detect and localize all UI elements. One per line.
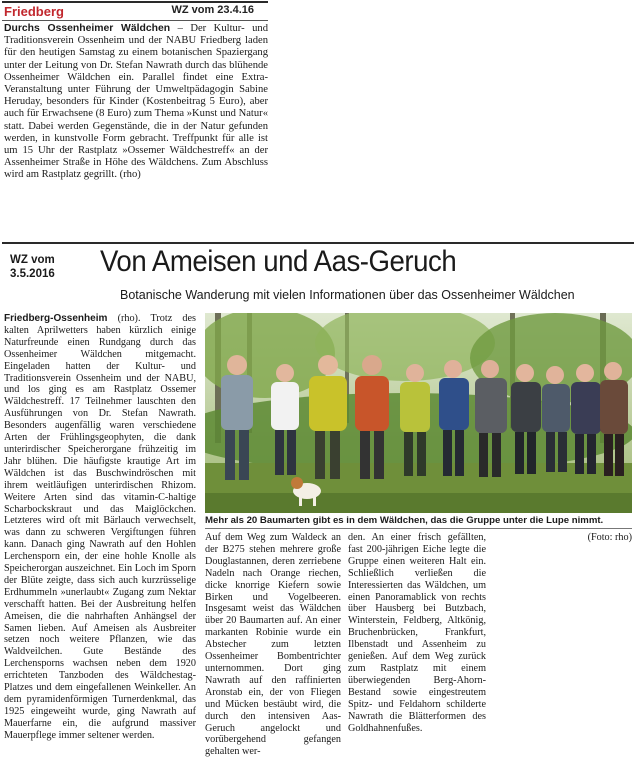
article-column-3: den. An einer frisch gefällten, fast 200-jährigen Eiche legte die Gruppe einen weiteren Halt ein. Schließlich verließen die Interessierten das Wäldchen, um einen Panoramablick von rechts über Hausberg bei Butzbach, Winterstein, Feldberg, Altkönig, Bruchenbrücken, Frankfurt, Ilbenstadt und Assenheim zu genießen. Auf dem Weg zurück zum Rastplatz mit einem überwiegenden Berg-Ahorn-Bestand sowie eingestreutem Spitz- und Feldahorn schilderte Nawrath die Blätterformen des Goldhahnenfußes. <box>348 532 486 734</box>
dateline: Friedberg-Ossenheim <box>4 313 108 324</box>
group-photo <box>205 313 632 513</box>
section-rule <box>2 20 268 21</box>
forest-group-photo <box>205 313 632 513</box>
column-1-text: (rho). Trotz des kalten Aprilwetters haben kürzlich einige Naturfreunde einen Rundgang durch das Ossenheimer Wäldchen mitgemacht. Eingeladen hatten der Kultur- und Traditionsverein Ossenheim und der NABU, und los ging es am Rastplatz Ossemer Wäldchestreff. 17 Teilnehmer lauschten den Ausführungen von Dr. Stefan Nawrath. Besonders augenfällig waren verschiedene Arten der Frühlingsgeophyten, die dank unterirdischer Speicherorgane frühzeitig im Jahr blühen. Die häufigste krautige Art im Wäldchen ist das Buschwindröschen mit ihrem weitläufigen unterirdischen Rhizom. Weitere Arten sind das vitamin-C-haltige Scharbockskraut und das Maiglöckchen. Letzteres wird oft mit Bärlauch verwechselt, was dann zu schweren Vergiftungen führen kann. Danach ging Nawrath auf den Hohlen Lerchensporn ein, der eine hohle Knolle als Speicherorgan auszeichnet. Ein Loch im Sporn der Blüte zeigte, dass sich auch kurzrüsselige Erdhummeln »unerlaubt« Zugang zum Nektar verschafft hatten. Bei der Ausbreitung helfen Ameisen, die die nahrhaften Anhängsel der Samen lieben. Auf Ameisen als Ausbreiter setzen noch weitere Pflanzen, wie das Waldveilchen. Gute Bestände des Lerchensporns wachsen neben dem 1920 errichteten Tanzboden des Wäldchestag-Platzes und dem eingefallenen Weinkeller. An dem pyramidenförmigen Turnerdenkmal, das 1925 eingeweiht wurde, ging Nawrath auf Mauerfarne ein, die aufgrund massiver Mauerpflege immer seltener werden. <box>4 313 197 741</box>
announcement-body: – Der Kultur- und Traditionsverein Ossenheim und der NABU Friedberg laden für den heutigen Samstag zu einem botanischen Spaziergang unter der Leitung von Dr. Stefan Nawrath durch das blühende Ossenheimer Wäldchen ein. Parallel findet eine Extra-Veranstaltung unter Führung der Umweltpädagogin Sabine Heruday, besonders für Kinder (Kostenbeitrag 5 Euro), aber auch für Erwachsene (8 Euro) zum Thema »Kunst und Natur« statt. Dabei werden Gegenstände, die in der Natur gefunden werden, in kunstvolle Form gebracht. Treffpunkt für alle ist um 15 Uhr der Rastplatz »Ossemer Wäldchestreff« an der Assenheimer Straße in Höhe des Wäldchens. Zum Abschluss wird am Rastplatz gegrillt. (rho) <box>4 23 268 181</box>
kicker: Durchs Ossenheimer Wäldchen <box>4 23 171 34</box>
article-column-2: Auf dem Weg zum Waldeck an der B275 stehen mehrere große Douglastannen, deren zerriebene Nadeln nach Orange riechen, dicke knorrige Kiefern sowie Birken und Vogelbeeren. Insgesamt weist das Wäldchen über 20 Baumarten auf. An einer markanten Robinie wurde ein Abstecher zum letzten Ossenheimer Bombentrichter unternommen. Dort ging Nawrath auf den raffinierten Aronstab ein, der von Fliegen und Mücken bestäubt wird, die durch den intensiven Aas-Geruch angelockt und vorübergehend gefangen gehalten wer- <box>205 532 341 758</box>
article-column-4 <box>493 532 632 544</box>
source-date: WZ vom 23.4.16 <box>171 4 254 16</box>
source-line-1: WZ vom <box>10 254 55 266</box>
article-column-1 <box>4 313 196 742</box>
photo-credit: (Foto: rho) <box>587 532 632 543</box>
top-rule <box>2 1 268 3</box>
top-rule <box>2 242 634 244</box>
photo-caption: Mehr als 20 Baumarten gibt es in dem Wäldchen, das die Gruppe unter die Lupe nimmt. <box>205 513 632 529</box>
clipping-report <box>0 240 636 758</box>
announcement-text <box>4 23 268 182</box>
headline: Von Ameisen und Aas-Geruch <box>100 245 457 278</box>
source-line-2: 3.5.2016 <box>10 268 55 280</box>
clipping-announcement <box>0 0 272 237</box>
subheadline: Botanische Wanderung mit vielen Informationen über das Ossenheimer Wäldchen <box>120 288 575 302</box>
source-date <box>10 253 82 281</box>
section-label: Friedberg <box>4 4 64 19</box>
